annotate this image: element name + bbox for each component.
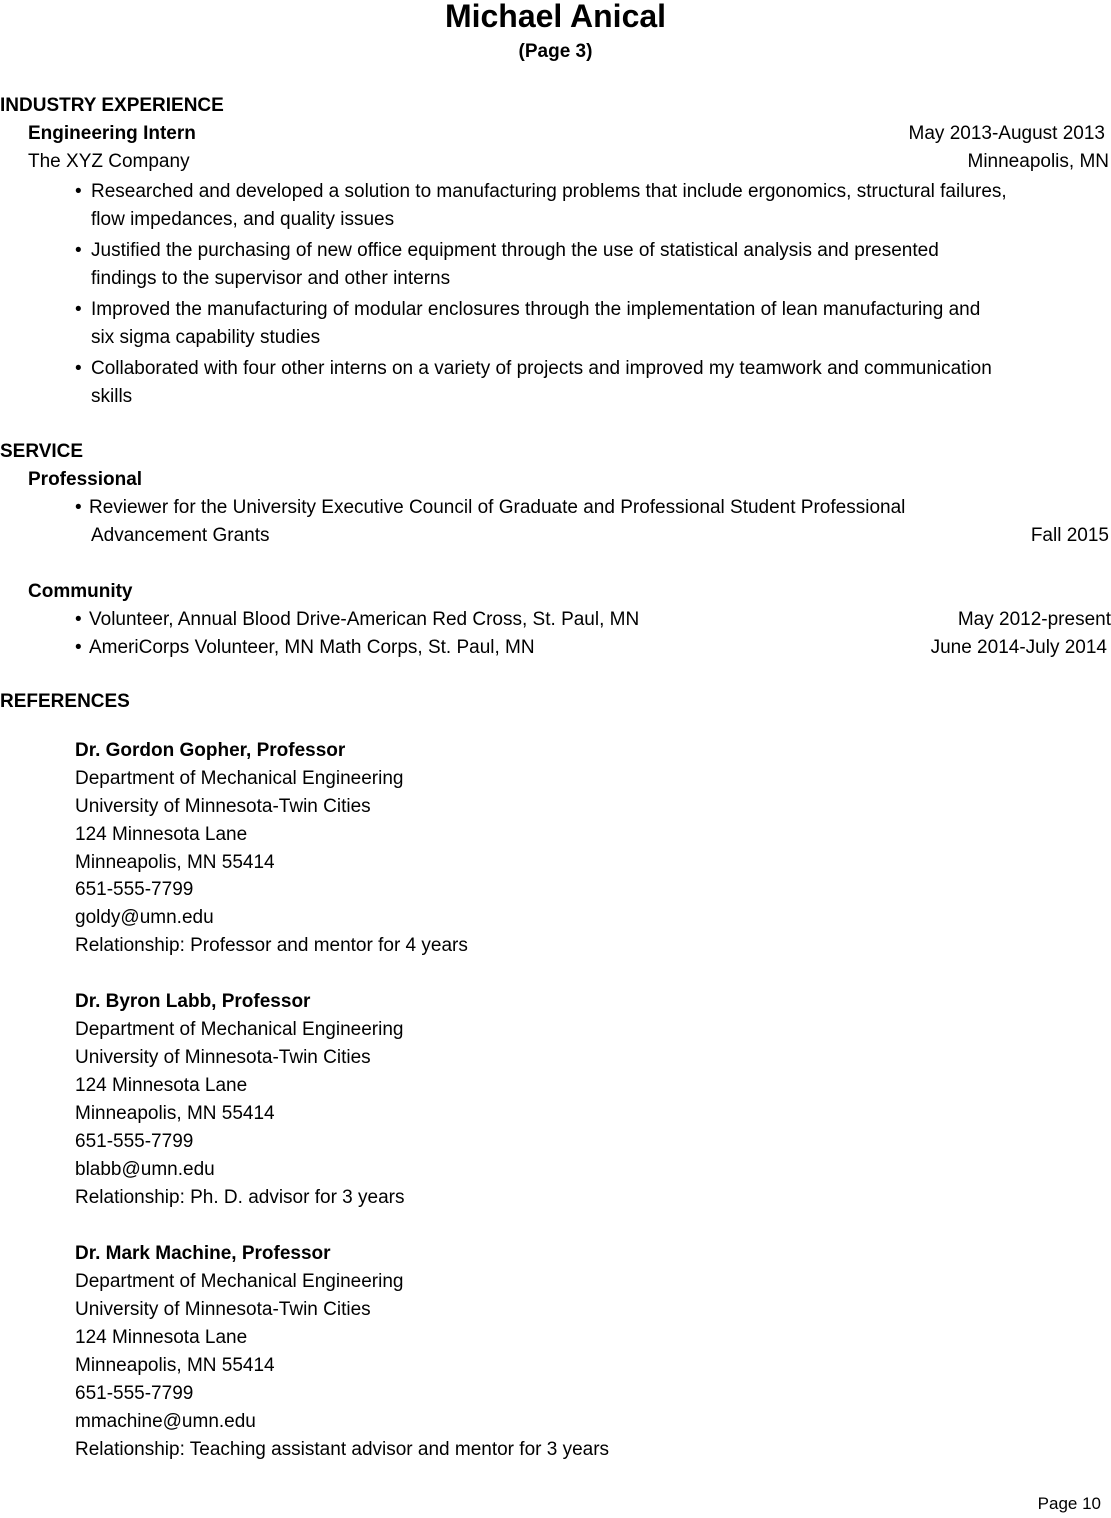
reference-relationship: Relationship: Ph. D. advisor for 3 years (75, 1187, 405, 1208)
reference-phone: 651-555-7799 (75, 879, 194, 900)
job-bullet-line: Improved the manufacturing of modular enclosures through the implementation of lean manufacturing and (91, 299, 981, 320)
job-bullet-line: Researched and developed a solution to manufacturing problems that include ergonomics, structural failures, (91, 181, 1007, 202)
bullet-icon: • (75, 299, 82, 320)
reference-name: Dr. Byron Labb, Professor (75, 991, 311, 1012)
section-heading-references: REFERENCES (0, 691, 130, 712)
service-professional-label: Professional (28, 469, 143, 490)
job-role: Engineering Intern (28, 123, 196, 144)
section-heading-service: SERVICE (0, 441, 84, 462)
reference-line: 124 Minnesota Lane (75, 824, 248, 845)
reference-phone: 651-555-7799 (75, 1131, 194, 1152)
reference-line: University of Minnesota-Twin Cities (75, 1299, 371, 1320)
reference-name: Dr. Mark Machine, Professor (75, 1243, 331, 1264)
reference-email: mmachine@umn.edu (75, 1411, 256, 1432)
job-bullet-line: skills (91, 386, 133, 407)
bullet-icon: • (75, 181, 82, 202)
reference-line: University of Minnesota-Twin Cities (75, 796, 371, 817)
community-item-date: June 2014-July 2014 (930, 637, 1107, 658)
bullet-icon: • (75, 497, 82, 518)
section-heading-industry: INDUSTRY EXPERIENCE (0, 95, 224, 116)
page-number: Page 10 (1037, 1494, 1101, 1513)
community-item: Volunteer, Annual Blood Drive-American Red Cross, St. Paul, MN (89, 609, 640, 630)
reference-email: goldy@umn.edu (75, 907, 214, 928)
page-title: Michael Anical (444, 0, 667, 34)
bullet-icon: • (75, 358, 82, 379)
service-professional-line: Reviewer for the University Executive Council of Graduate and Professional Student Professional (89, 497, 906, 518)
page-subtitle: (Page 3) (518, 41, 593, 62)
bullet-icon: • (75, 609, 82, 630)
job-dates: May 2013-August 2013 (908, 123, 1105, 144)
job-location: Minneapolis, MN (967, 151, 1109, 172)
reference-name: Dr. Gordon Gopher, Professor (75, 740, 346, 761)
reference-relationship: Relationship: Professor and mentor for 4 years (75, 935, 468, 956)
reference-line: 124 Minnesota Lane (75, 1327, 248, 1348)
reference-line: 124 Minnesota Lane (75, 1075, 248, 1096)
reference-phone: 651-555-7799 (75, 1383, 194, 1404)
community-item: AmeriCorps Volunteer, MN Math Corps, St. Paul, MN (89, 637, 535, 658)
reference-line: Minneapolis, MN 55414 (75, 1103, 275, 1124)
job-company: The XYZ Company (28, 151, 190, 172)
reference-line: Minneapolis, MN 55414 (75, 1355, 275, 1376)
job-bullet-line: six sigma capability studies (91, 327, 321, 348)
reference-line: Department of Mechanical Engineering (75, 1019, 404, 1040)
job-bullet-line: findings to the supervisor and other interns (91, 268, 451, 289)
service-community-label: Community (28, 581, 133, 602)
reference-line: Department of Mechanical Engineering (75, 768, 404, 789)
reference-email: blabb@umn.edu (75, 1159, 215, 1180)
job-bullet-line: Collaborated with four other interns on a variety of projects and improved my teamwork and communication (91, 358, 992, 379)
reference-line: Minneapolis, MN 55414 (75, 852, 275, 873)
bullet-icon: • (75, 240, 82, 261)
service-professional-line: Advancement Grants (91, 525, 270, 546)
job-bullet-line: flow impedances, and quality issues (91, 209, 395, 230)
bullet-icon: • (75, 637, 82, 658)
reference-line: University of Minnesota-Twin Cities (75, 1047, 371, 1068)
reference-line: Department of Mechanical Engineering (75, 1271, 404, 1292)
job-bullet-line: Justified the purchasing of new office equipment through the use of statistical analysis and presented (91, 240, 939, 261)
service-professional-date: Fall 2015 (1030, 525, 1109, 546)
community-item-date: May 2012-present (957, 609, 1111, 630)
reference-relationship: Relationship: Teaching assistant advisor and mentor for 3 years (75, 1439, 610, 1460)
